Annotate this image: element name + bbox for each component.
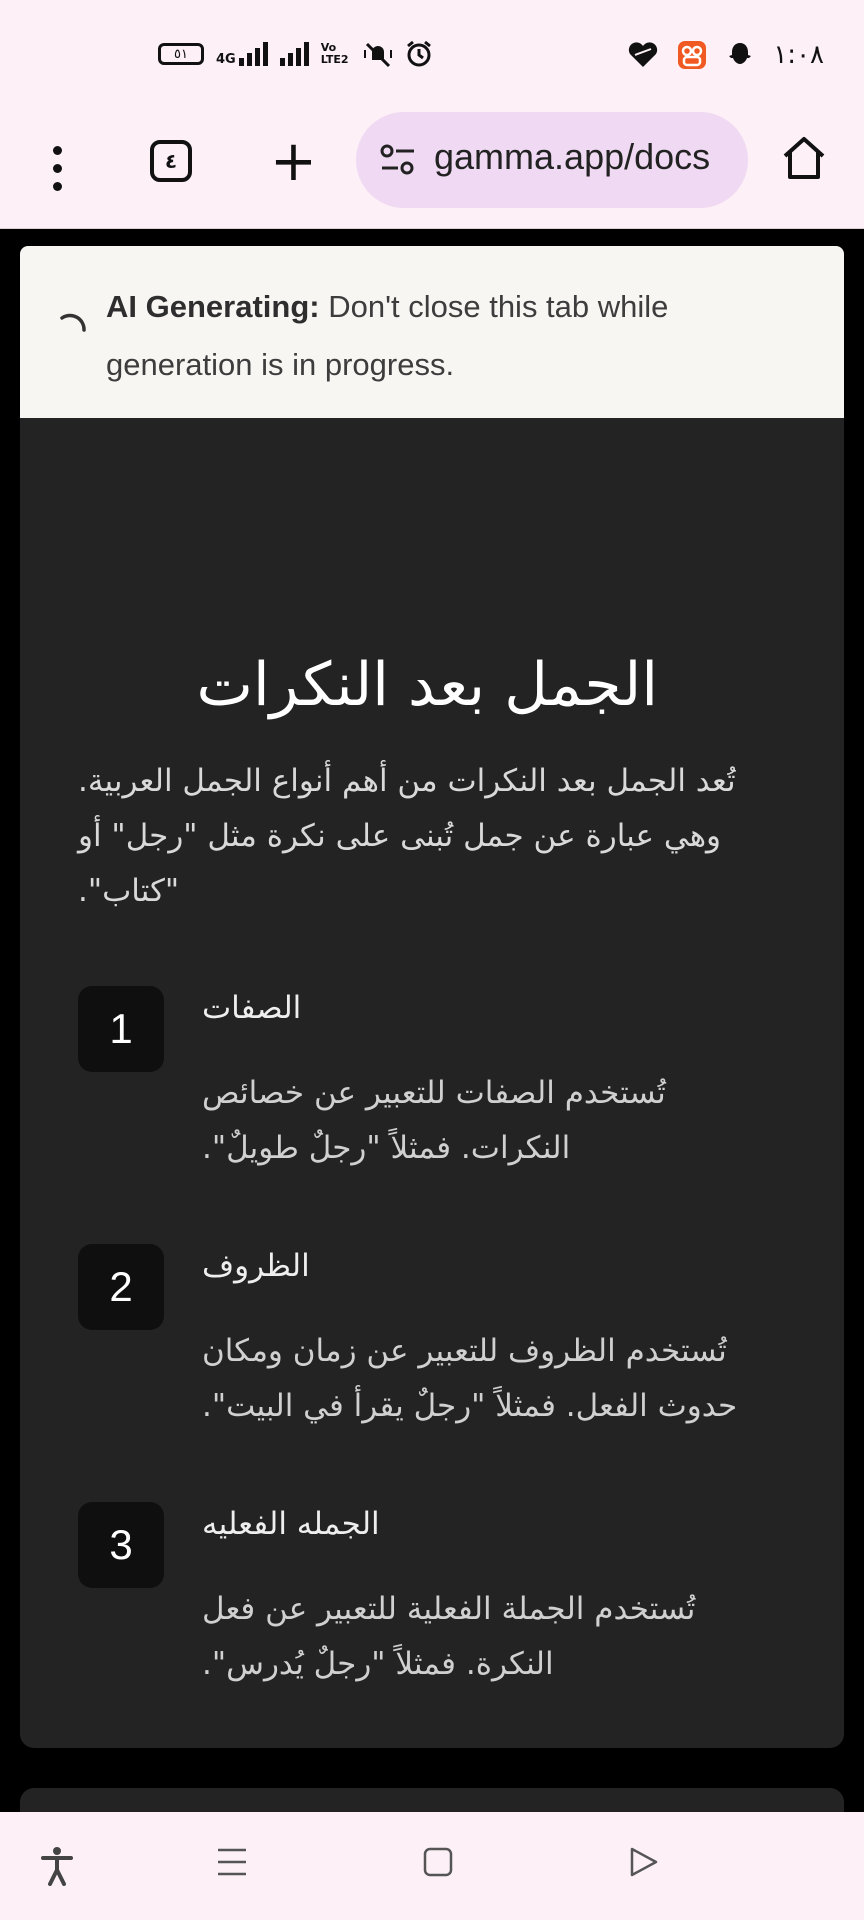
accessibility-icon[interactable]: [40, 1846, 74, 1886]
item-number: 2: [78, 1244, 164, 1330]
item-description: تُستخدم الظروف للتعبير عن زمان ومكان حدوث الفعل. فمثلاً "رجلٌ يقرأ في البيت".: [202, 1333, 738, 1424]
item-number: 3: [78, 1502, 164, 1588]
doc-card: [20, 418, 844, 1748]
alarm-icon: [405, 40, 433, 68]
recents-icon[interactable]: [216, 1846, 248, 1878]
item-description: تُستخدم الصفات للتعبير عن خصائص النكرات. فمثلاً "رجلٌ طويلٌ".: [202, 1075, 666, 1166]
system-nav-bar: [0, 1812, 864, 1920]
more-vert-icon[interactable]: [42, 138, 72, 198]
page-title: الجمل بعد النكرات: [196, 650, 658, 720]
banner-label: AI Generating:: [106, 289, 320, 324]
browser-toolbar: [0, 108, 864, 229]
home-icon[interactable]: [780, 134, 828, 182]
heart-app-icon: [627, 41, 659, 69]
snapchat-icon: [725, 40, 755, 70]
battery-icon: [158, 43, 204, 65]
status-bar: [0, 0, 864, 108]
ai-generating-banner: [20, 246, 844, 418]
app-notification-icon: [677, 40, 707, 70]
signal-icon: [280, 42, 309, 66]
home-square-icon[interactable]: [422, 1846, 454, 1878]
clock: ١:٠٨: [773, 40, 824, 70]
intro-paragraph: تُعد الجمل بعد النكرات من أهم أنواع الجمل العربية. وهي عبارة عن جمل تُبنى على نكرة مثل "رجل" أو "كتاب".: [78, 763, 736, 909]
banner-text: [106, 278, 806, 394]
site-settings-icon[interactable]: [378, 142, 418, 178]
back-triangle-icon[interactable]: [628, 1846, 660, 1878]
volte-icon: Vo LTE2: [320, 41, 349, 66]
item-description: تُستخدم الجملة الفعلية للتعبير عن فعل النكرة. فمثلاً "رجلٌ يُدرس".: [202, 1591, 696, 1682]
item-title: الظروف: [202, 1248, 310, 1284]
spinner-icon: [56, 308, 90, 342]
status-left: [158, 40, 433, 68]
signal-icon: [216, 42, 268, 66]
battery-level: ٥١: [174, 46, 188, 62]
network-type: 4G: [216, 52, 236, 67]
url-text[interactable]: gamma.app/docs: [434, 136, 711, 177]
banner-message: Don't close this tab while generation is in progress.: [106, 289, 669, 382]
tabs-icon[interactable]: [150, 140, 192, 182]
item-title: الجمله الفعليه: [202, 1506, 380, 1542]
plus-icon[interactable]: +: [270, 129, 317, 194]
item-title: الصفات: [202, 990, 302, 1026]
tab-count: ٤: [164, 149, 178, 173]
vibrate-icon: [363, 40, 393, 68]
item-number: 1: [78, 986, 164, 1072]
status-right: [627, 40, 824, 70]
url-bar[interactable]: [356, 112, 748, 208]
